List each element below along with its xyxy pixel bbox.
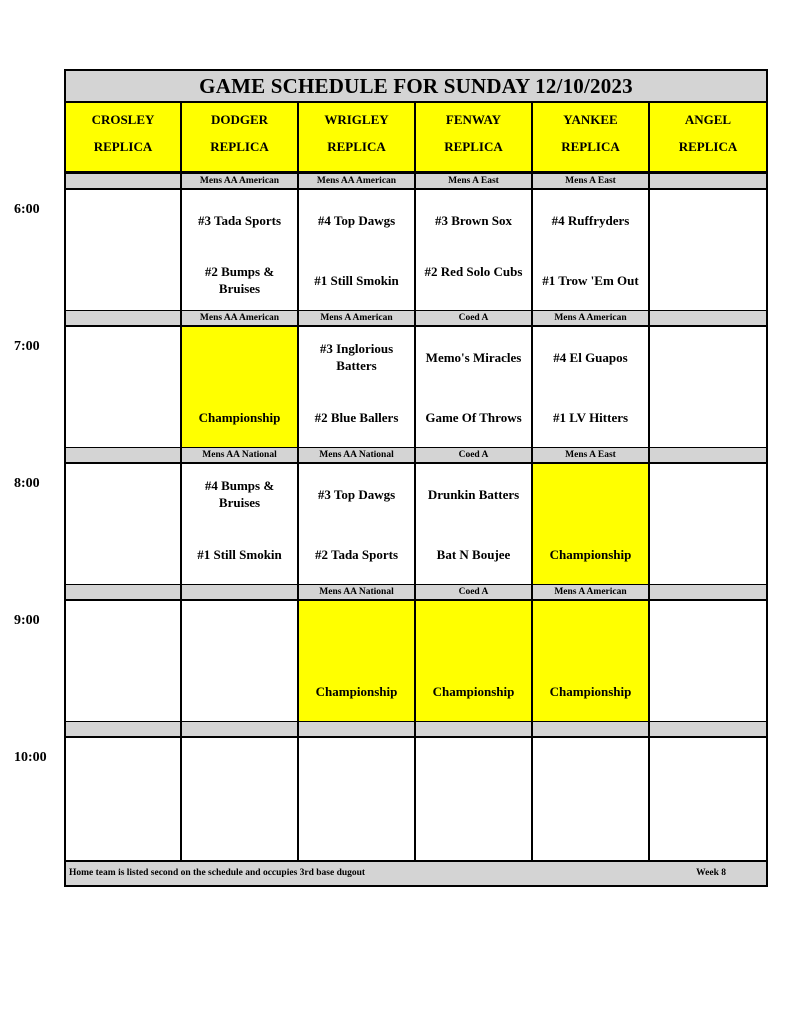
game-cell: [533, 327, 650, 447]
away-team: #4 El Guapos: [553, 349, 628, 365]
game-cell: [182, 738, 299, 860]
field-header-fenway: [416, 103, 533, 173]
game-cell: [299, 464, 416, 584]
home-team: #1 Trow 'Em Out: [542, 272, 639, 288]
field-type: REPLICA: [444, 139, 503, 154]
division-label: [66, 310, 182, 327]
division-label: Mens A East: [533, 447, 650, 464]
championship-cell: [416, 601, 533, 721]
field-type: REPLICA: [678, 139, 738, 154]
division-label: [416, 721, 533, 738]
field-name: CROSLEY: [91, 112, 155, 127]
time-label: 6:00: [14, 202, 40, 217]
away-team: #3 Inglorious Batters: [319, 341, 394, 373]
game-cell: [416, 738, 533, 860]
field-header-wrigley: [299, 103, 416, 173]
division-label: [650, 173, 766, 190]
field-name: YANKEE: [563, 112, 618, 127]
field-type: REPLICA: [561, 139, 620, 154]
game-cell: [182, 190, 299, 310]
away-team: Drunkin Batters: [427, 486, 520, 502]
division-label: Coed A: [416, 310, 533, 327]
championship-cell: [182, 327, 299, 447]
championship-label: Championship: [198, 409, 281, 425]
away-team: #3 Brown Sox: [434, 212, 513, 228]
schedule-sheet: [64, 69, 768, 887]
championship-cell: [533, 464, 650, 584]
week-label: Week 8: [696, 868, 726, 878]
home-team: Game Of Throws: [425, 409, 522, 425]
division-label: [66, 447, 182, 464]
division-label: [650, 447, 766, 464]
game-cell: [533, 190, 650, 310]
away-team: #3 Top Dawgs: [317, 486, 396, 502]
division-label: [66, 721, 182, 738]
division-label: [66, 584, 182, 601]
away-team: Memo's Miracles: [425, 349, 522, 365]
home-team: #2 Tada Sports: [314, 546, 399, 562]
field-name: FENWAY: [445, 112, 502, 127]
home-team: #2 Red Solo Cubs: [424, 264, 523, 279]
division-label: [650, 310, 766, 327]
division-label: Mens AA American: [182, 173, 299, 190]
championship-label: Championship: [315, 683, 398, 699]
game-cell: [299, 327, 416, 447]
home-team: #1 Still Smokin: [314, 272, 399, 288]
division-label: [66, 173, 182, 190]
home-team: #2 Bumps & Bruises: [204, 264, 275, 296]
division-label: Mens A American: [533, 310, 650, 327]
division-label: [182, 584, 299, 601]
championship-label: Championship: [432, 683, 515, 699]
game-cell: [299, 738, 416, 860]
schedule-title: GAME SCHEDULE FOR SUNDAY 12/10/2023: [66, 71, 766, 103]
division-label: [299, 721, 416, 738]
game-cell: [650, 738, 766, 860]
game-cell: [650, 601, 766, 721]
game-cell: [416, 190, 533, 310]
time-label: 7:00: [14, 339, 40, 354]
time-label: 10:00: [14, 750, 47, 765]
away-team: #4 Ruffryders: [551, 212, 630, 228]
game-cell: [650, 190, 766, 310]
home-team: #1 LV Hitters: [552, 409, 629, 425]
division-label: Mens A American: [533, 584, 650, 601]
championship-cell: [299, 601, 416, 721]
game-cell: [533, 738, 650, 860]
game-cell: [66, 464, 182, 584]
game-cell: [299, 190, 416, 310]
field-type: REPLICA: [93, 139, 153, 154]
field-header-angel: [650, 103, 766, 173]
division-label: Mens A East: [533, 173, 650, 190]
division-label: [533, 721, 650, 738]
field-name: WRIGLEY: [324, 112, 389, 127]
field-type: REPLICA: [327, 139, 386, 154]
game-cell: [66, 738, 182, 860]
championship-cell: [533, 601, 650, 721]
field-name: ANGEL: [684, 112, 732, 127]
division-label: Mens AA National: [182, 447, 299, 464]
game-cell: [182, 464, 299, 584]
division-label: Mens AA American: [299, 173, 416, 190]
division-label: Mens AA American: [182, 310, 299, 327]
away-team: #4 Bumps & Bruises: [204, 478, 275, 510]
time-label: 8:00: [14, 476, 40, 491]
division-label: Coed A: [416, 447, 533, 464]
home-team: #2 Blue Ballers: [314, 409, 399, 425]
game-cell: [650, 327, 766, 447]
game-cell: [66, 190, 182, 310]
field-name: DODGER: [210, 112, 269, 127]
field-header-crosley: [66, 103, 182, 173]
game-cell: [182, 601, 299, 721]
division-label: Mens A American: [299, 310, 416, 327]
game-cell: [416, 464, 533, 584]
championship-label: Championship: [549, 546, 632, 562]
division-label: [650, 584, 766, 601]
field-type: REPLICA: [210, 139, 269, 154]
division-label: Mens AA National: [299, 447, 416, 464]
game-cell: [650, 464, 766, 584]
game-cell: [66, 601, 182, 721]
championship-label: Championship: [549, 683, 632, 699]
division-label: Mens A East: [416, 173, 533, 190]
home-team-note: Home team is listed second on the schedule and occupies 3rd base dugout: [69, 868, 366, 878]
home-team: #1 Still Smokin: [197, 546, 282, 562]
field-header-yankee: [533, 103, 650, 173]
footer-bar: [66, 860, 766, 885]
division-label: Coed A: [416, 584, 533, 601]
home-team: Bat N Boujee: [436, 546, 511, 562]
game-cell: [416, 327, 533, 447]
time-label: 9:00: [14, 613, 40, 628]
division-label: [650, 721, 766, 738]
field-header-dodger: [182, 103, 299, 173]
division-label: Mens AA National: [299, 584, 416, 601]
division-label: [182, 721, 299, 738]
away-team: #4 Top Dawgs: [317, 212, 396, 228]
away-team: #3 Tada Sports: [197, 212, 282, 228]
game-cell: [66, 327, 182, 447]
